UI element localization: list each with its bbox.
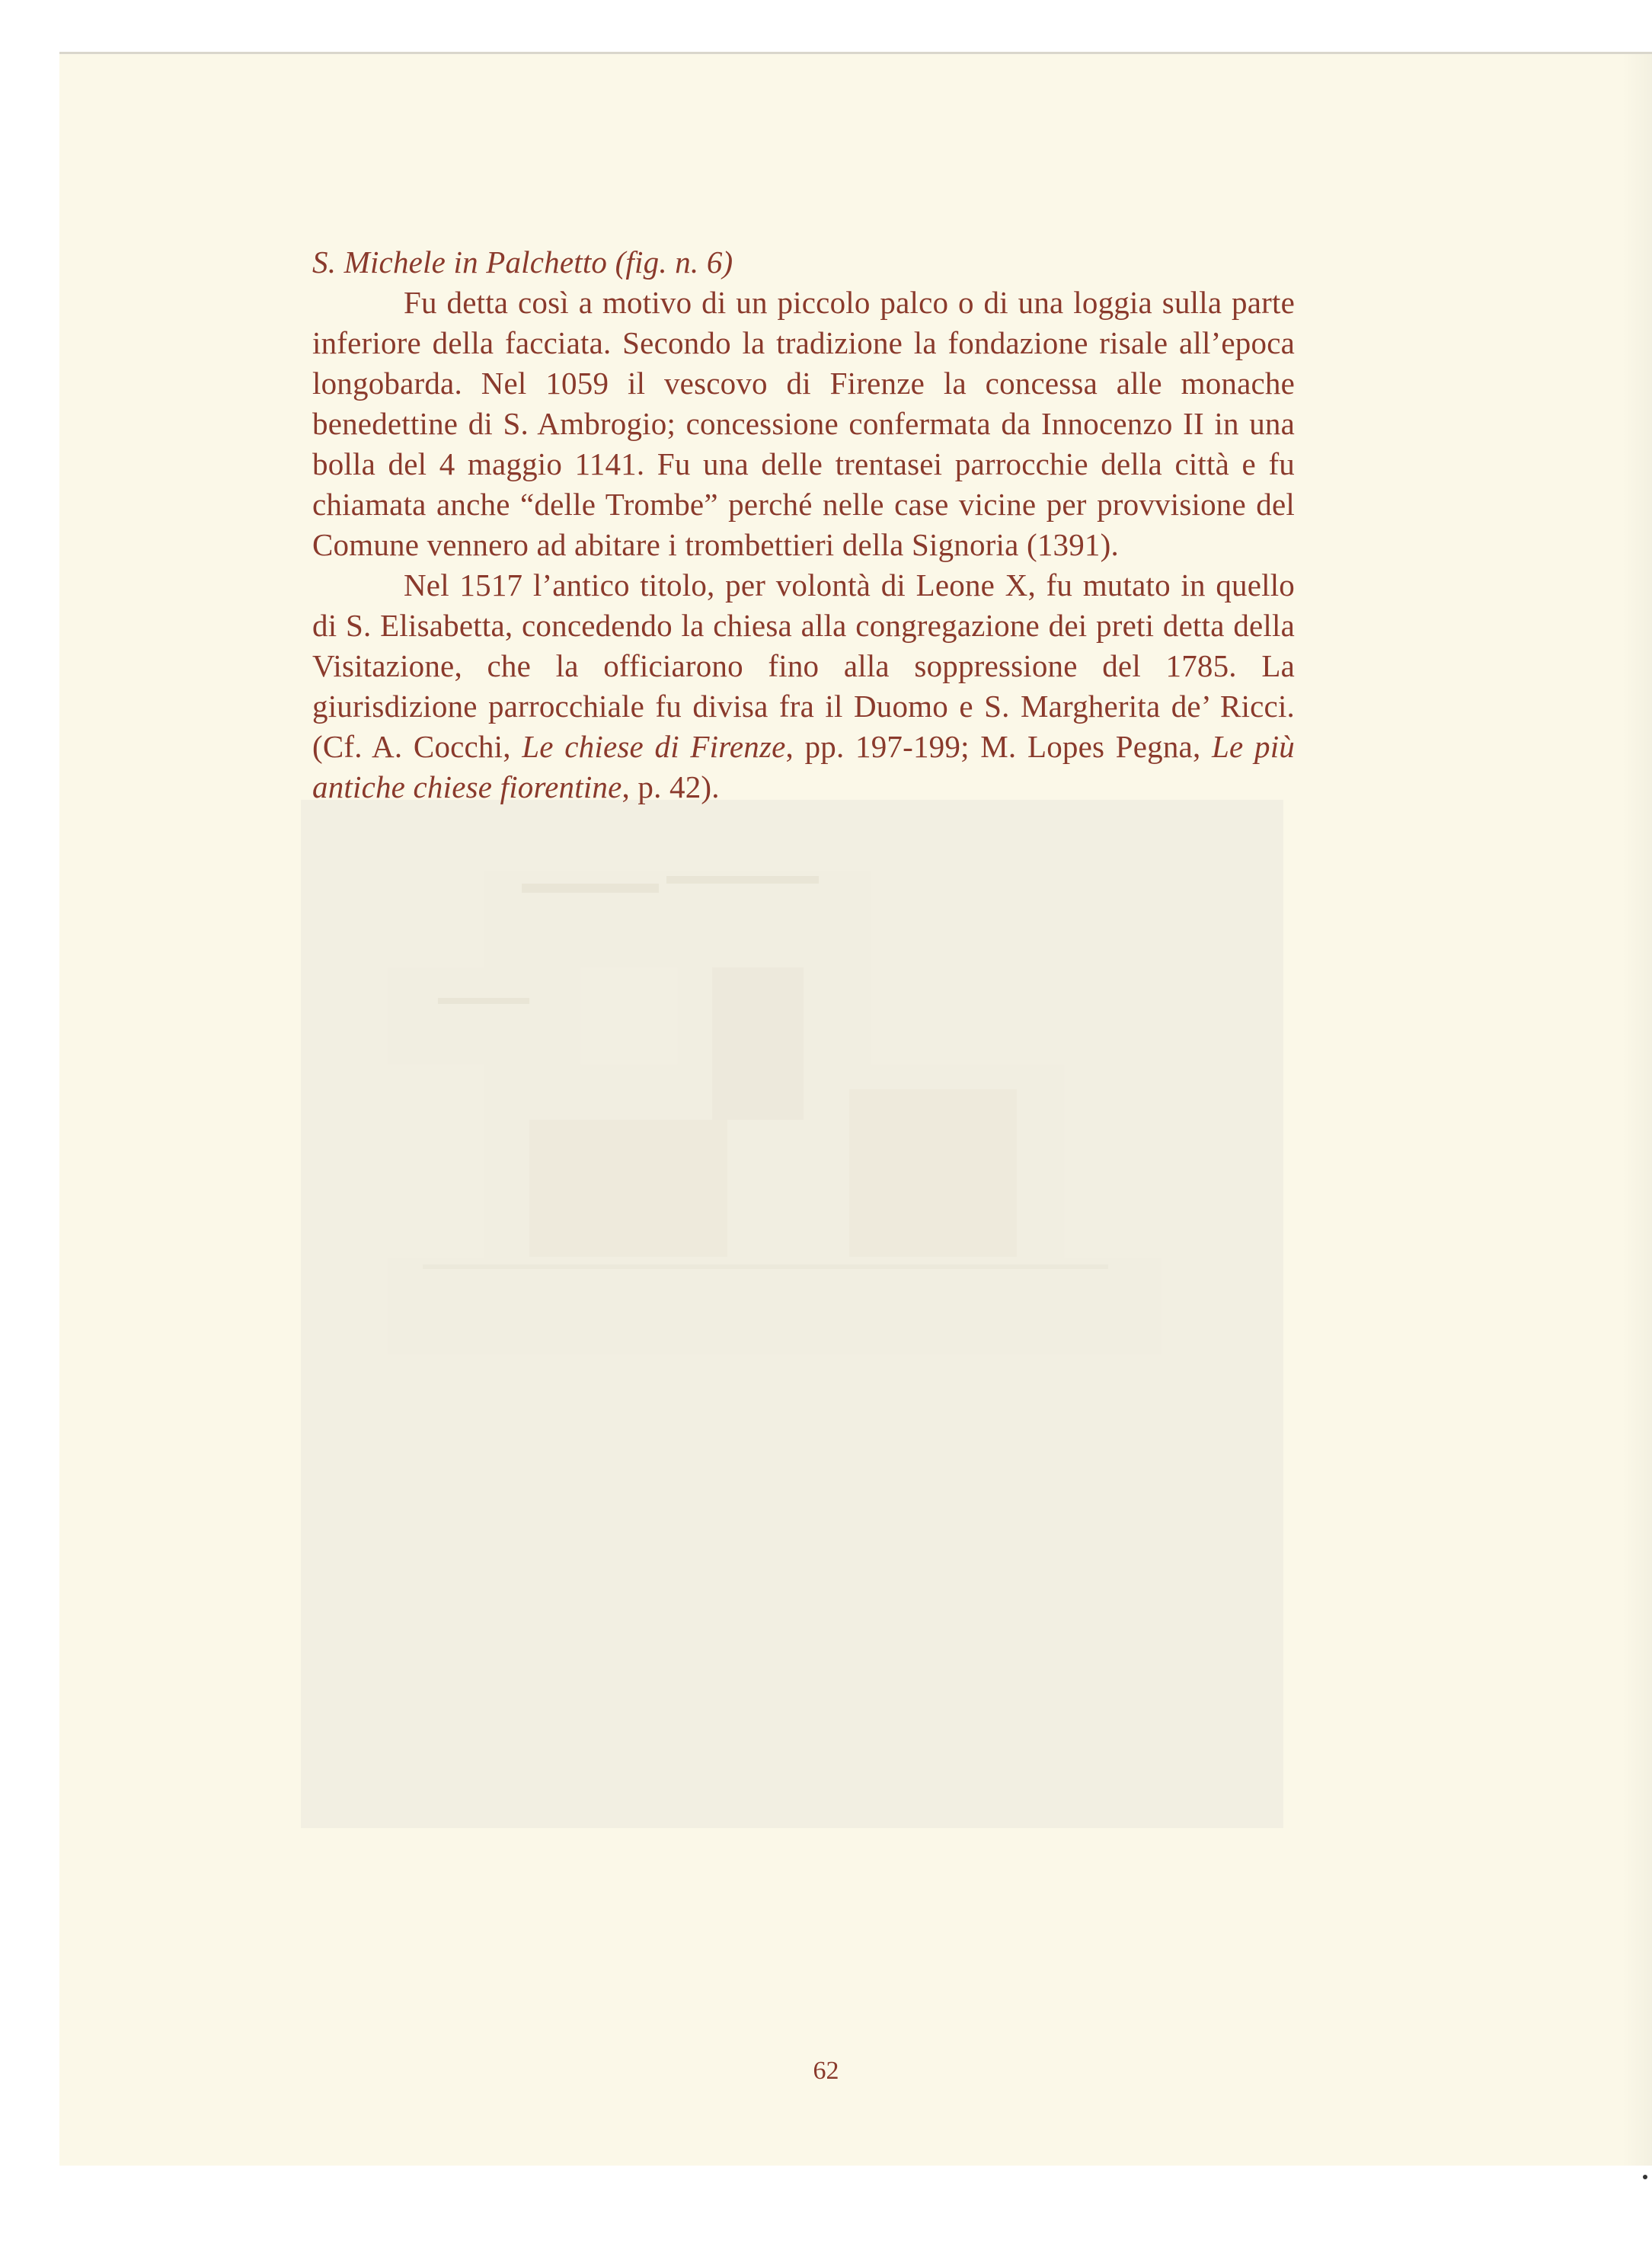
sheet-edge-shadow (1622, 54, 1652, 2166)
ghost-stroke (438, 998, 529, 1004)
section-heading: S. Michele in Palchetto (fig. n. 6) (312, 245, 733, 280)
reference-title-2: Le più antiche chiese fiorentine (312, 729, 1295, 804)
reference-pages-2: , p. 42). (621, 769, 720, 804)
scan-edge-mark (1643, 2175, 1647, 2179)
paragraph-2-text: Nel 1517 l’antico titolo, per volontà di Leone X, fu mutato in quello di S. Elisabetta, concedendo la chiesa alla congregazione dei preti detta della Visitazione, che la officiarono fino alla soppressione del 1785. La giurisdizione parrocchiale fu divisa fra il Duomo e S. Margherita de’ Ricci. (Cf. A. Cocchi, (312, 567, 1295, 764)
ghost-block (849, 1089, 1017, 1257)
page-number: 62 (813, 2057, 839, 2085)
body-text (312, 242, 1295, 807)
ghost-stroke (666, 876, 819, 884)
ghost-block (712, 967, 804, 1120)
ghost-stroke (423, 1264, 1108, 1269)
ghost-stroke (522, 884, 659, 893)
paragraph-2 (312, 565, 1295, 807)
reference-pages-1: , pp. 197-199; M. Lopes Pegna, (785, 729, 1212, 764)
reverse-figure-show-through (301, 800, 1283, 1828)
paragraph-1: Fu detta così a motivo di un piccolo palco o di una loggia sulla parte inferiore della facciata. Secondo la tradizione la fondazione risale all’epoca longobarda. Nel 1059 il vescovo di Firenze la concessa alle monache benedettine di S. Ambrogio; concessione confermata da Innocenzo II in una bolla del 4 maggio 1141. Fu una delle trentasei parrocchie della città e fu chiamata anche “delle Trombe” perché nelle case vicine per provvisione del Comune vennero ad abitare i trombettieri della Signoria (1391). (312, 285, 1295, 562)
ghost-block (529, 1120, 727, 1257)
reference-title-1: Le chiese di Firenze (522, 729, 786, 764)
